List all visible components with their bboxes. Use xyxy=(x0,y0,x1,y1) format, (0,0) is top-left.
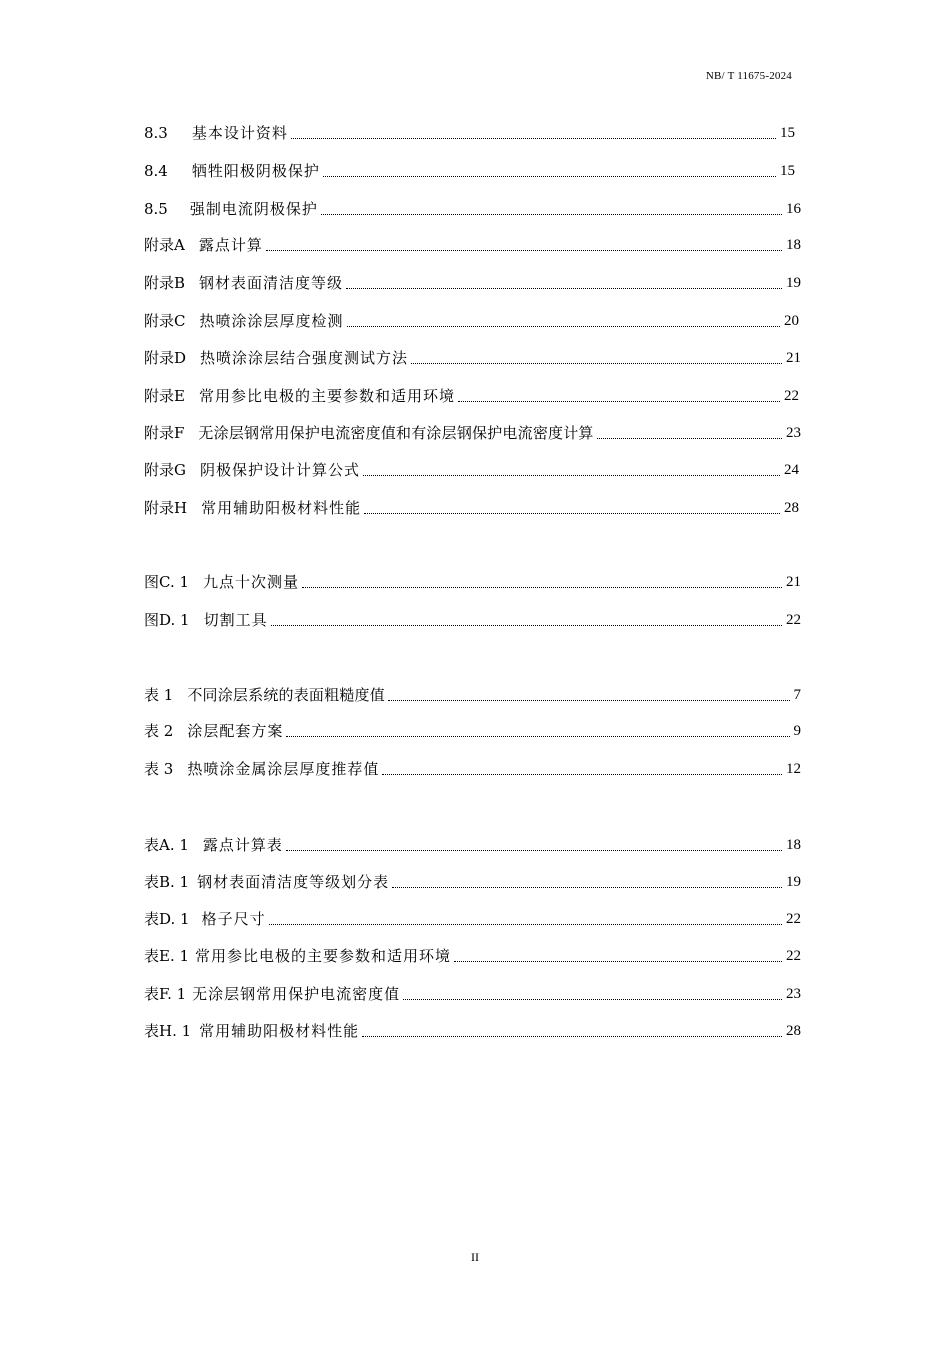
entry-page: 16 xyxy=(786,201,801,217)
entry-number: 表D. 1 xyxy=(144,910,190,928)
entry-number: 附录A xyxy=(144,236,185,254)
entry-title: 常用辅助阳极材料性能 xyxy=(201,499,362,517)
toc-entry[interactable] xyxy=(144,347,801,369)
entry-number: 表F. 1 xyxy=(144,985,187,1003)
dot-leader xyxy=(269,920,782,925)
entry-number: 附录B xyxy=(144,274,186,292)
toc-entry[interactable] xyxy=(144,834,801,856)
entry-page: 21 xyxy=(786,574,801,590)
entry-title: 热喷涂涂层结合强度测试方法 xyxy=(200,349,409,367)
dot-leader xyxy=(266,246,782,251)
toc-entry[interactable] xyxy=(144,234,801,256)
dot-leader xyxy=(362,1032,782,1037)
entry-number: 附录F xyxy=(144,424,185,442)
entry-title: 阴极保护设计计算公式 xyxy=(199,461,360,479)
entry-page: 22 xyxy=(786,612,801,628)
dot-leader xyxy=(286,732,789,737)
page-number: II xyxy=(471,1250,479,1264)
toc-entry[interactable] xyxy=(144,571,801,593)
entry-title: 无涂层钢常用保护电流密度值 xyxy=(192,985,401,1003)
entry-page: 15 xyxy=(780,125,795,141)
toc-entry[interactable] xyxy=(144,122,801,144)
dot-leader xyxy=(454,957,782,962)
toc-entry[interactable] xyxy=(144,459,801,481)
entry-number: 附录E xyxy=(144,387,185,405)
entry-number: 表B. 1 xyxy=(144,873,190,891)
entry-title: 九点十次测量 xyxy=(203,573,300,591)
entry-page: 19 xyxy=(786,874,801,890)
dot-leader xyxy=(286,846,782,851)
entry-page: 22 xyxy=(784,388,799,404)
entry-number: 8.4 xyxy=(144,162,168,180)
entry-page: 22 xyxy=(786,948,801,964)
entry-title: 格子尺寸 xyxy=(201,910,266,928)
entry-title: 不同涂层系统的表面粗糙度值 xyxy=(187,686,385,704)
entry-page: 20 xyxy=(784,313,799,329)
entry-title: 露点计算表 xyxy=(202,836,283,854)
entry-page: 12 xyxy=(786,761,801,777)
entry-title: 热喷涂金属涂层厚度推荐值 xyxy=(187,760,380,778)
toc-entry[interactable] xyxy=(144,684,801,706)
entry-number: 图C. 1 xyxy=(144,573,190,591)
dot-leader xyxy=(382,770,782,775)
entry-number: 表 3 xyxy=(144,760,174,778)
entry-page: 28 xyxy=(784,500,799,516)
toc-entry[interactable] xyxy=(144,385,801,407)
entry-title: 常用辅助阳极材料性能 xyxy=(199,1022,360,1040)
dot-leader xyxy=(458,397,780,402)
dot-leader xyxy=(271,621,782,626)
entry-number: 附录D xyxy=(144,349,187,367)
entry-number: 附录C xyxy=(144,312,186,330)
entry-title: 露点计算 xyxy=(198,236,263,254)
entry-number: 附录G xyxy=(144,461,186,479)
entry-page: 23 xyxy=(786,986,801,1002)
toc-entry[interactable] xyxy=(144,983,801,1005)
toc-entry[interactable] xyxy=(144,310,801,332)
entry-number: 表 1 xyxy=(144,686,174,704)
entry-title: 牺牲阳极阴极保护 xyxy=(191,162,320,180)
toc-entry[interactable] xyxy=(144,871,801,893)
entry-number: 表A. 1 xyxy=(144,836,189,854)
entry-page: 9 xyxy=(793,723,801,739)
dot-leader xyxy=(597,434,782,439)
entry-title: 热喷涂涂层厚度检测 xyxy=(199,312,344,330)
entry-title: 钢材表面清洁度等级 xyxy=(199,274,344,292)
entry-page: 28 xyxy=(786,1023,801,1039)
dot-leader xyxy=(392,883,782,888)
entry-number: 8.5 xyxy=(144,200,168,218)
toc-entry[interactable] xyxy=(144,160,801,182)
entry-page: 15 xyxy=(780,163,795,179)
entry-title: 钢材表面清洁度等级划分表 xyxy=(197,873,390,891)
dot-leader xyxy=(346,284,782,289)
toc-entry[interactable] xyxy=(144,422,801,444)
entry-number: 图D. 1 xyxy=(144,611,190,629)
entry-page: 18 xyxy=(786,837,801,853)
dot-leader xyxy=(291,134,776,139)
entry-title: 常用参比电极的主要参数和适用环境 xyxy=(195,947,452,965)
toc-entry[interactable] xyxy=(144,609,801,631)
toc-entry[interactable] xyxy=(144,945,801,967)
dot-leader xyxy=(411,359,782,364)
toc-entry[interactable] xyxy=(144,720,801,742)
toc-entry[interactable] xyxy=(144,272,801,294)
dot-leader xyxy=(388,696,790,701)
dot-leader xyxy=(323,172,776,177)
entry-title: 强制电流阴极保护 xyxy=(189,200,318,218)
dot-leader xyxy=(321,210,782,215)
entry-number: 表E. 1 xyxy=(144,947,190,965)
entry-number: 表H. 1 xyxy=(144,1022,192,1040)
entry-page: 7 xyxy=(793,687,801,703)
toc-entry[interactable] xyxy=(144,908,801,930)
entry-title: 切割工具 xyxy=(203,611,268,629)
entry-page: 22 xyxy=(786,911,801,927)
toc-entry[interactable] xyxy=(144,198,801,220)
dot-leader xyxy=(364,509,780,514)
entry-page: 18 xyxy=(786,237,801,253)
entry-page: 21 xyxy=(786,350,801,366)
dot-leader xyxy=(403,995,782,1000)
toc-entry[interactable] xyxy=(144,497,801,519)
toc-entry[interactable] xyxy=(144,758,801,780)
entry-title: 常用参比电极的主要参数和适用环境 xyxy=(198,387,455,405)
entry-number: 8.3 xyxy=(144,124,168,142)
entry-number: 表 2 xyxy=(144,722,174,740)
dot-leader xyxy=(363,471,780,476)
entry-page: 23 xyxy=(786,425,801,441)
entry-page: 19 xyxy=(786,275,801,291)
entry-title: 基本设计资料 xyxy=(191,124,288,142)
entry-title: 涂层配套方案 xyxy=(187,722,284,740)
entry-page: 24 xyxy=(784,462,799,478)
entry-number: 附录H xyxy=(144,499,188,517)
entry-title: 无涂层钢常用保护电流密度值和有涂层钢保护电流密度计算 xyxy=(198,424,594,442)
document-code: NB/ T 11675-2024 xyxy=(705,70,792,82)
toc-entry[interactable] xyxy=(144,1020,801,1042)
dot-leader xyxy=(302,583,782,588)
dot-leader xyxy=(347,322,781,327)
